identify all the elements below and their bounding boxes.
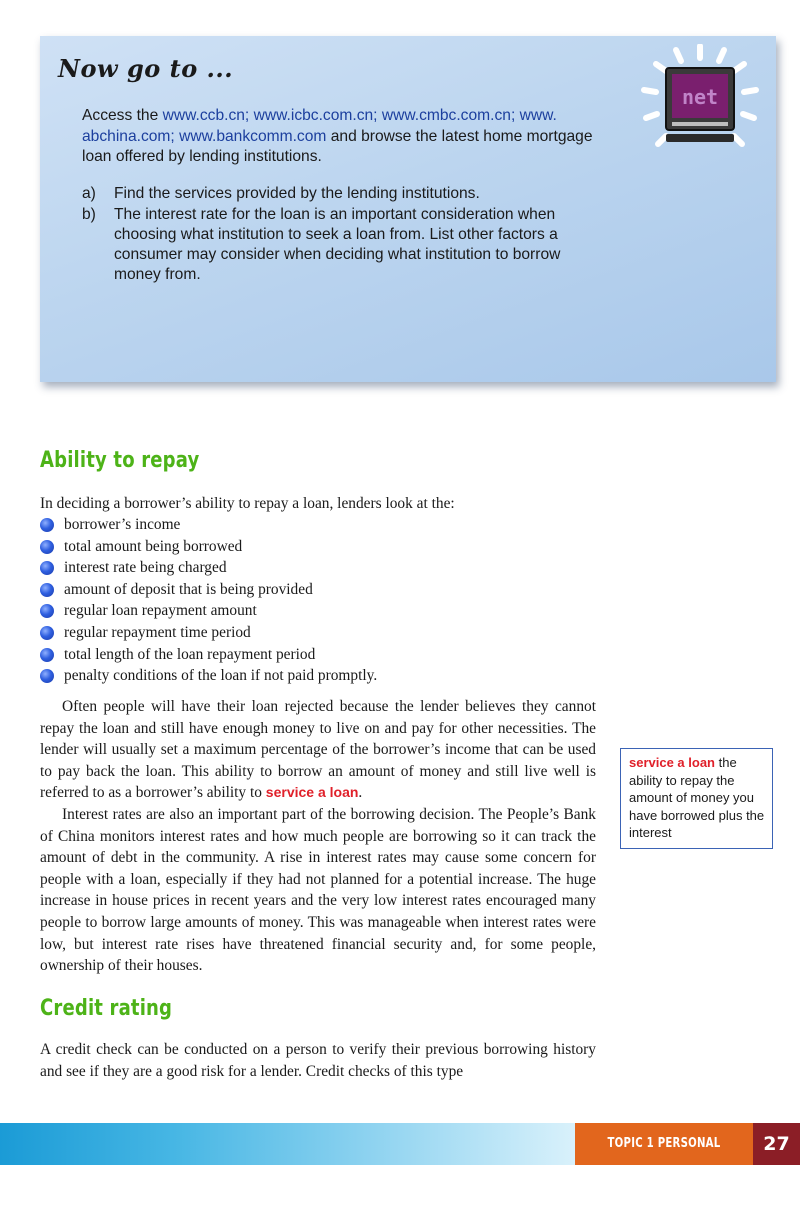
list-item: [40, 579, 377, 601]
key-term-service-a-loan: service a loan: [265, 784, 359, 801]
bullet-icon: [40, 561, 54, 575]
credit-paragraph: A credit check can be conducted on a person to verify their previous borrowing history and see if they are a good risk for a lender. Credit checks of this type: [40, 1041, 596, 1080]
list-item: [40, 622, 377, 644]
para1-end: .: [358, 784, 363, 802]
list-item-text: total length of the loan repayment period: [64, 645, 316, 663]
net-icon-label: net: [681, 85, 719, 109]
access-prefix: Access the: [82, 107, 163, 124]
definition-box: [620, 748, 773, 849]
task-a-text: Find the services provided by the lending institutions.: [114, 185, 480, 202]
bullet-icon: [40, 626, 54, 640]
bullet-icon: [40, 669, 54, 683]
list-item: [40, 644, 377, 666]
list-item-text: regular loan repayment amount: [64, 602, 257, 620]
para1-text: Often people will have their loan rejected because the lender believes they cannot repay the loan and still have enough money to live on and pay for other necessities. The lender will usually set a maximum percentage of the borrower’s income that can be used to pay back the loan. This ability to borrow an amount of money and still live well is referred to as a borrower’s ability to: [40, 698, 596, 802]
bullet-icon: [40, 518, 54, 532]
repay-paragraph-2: Interest rates are also an important part of the borrowing decision. The People’s Bank of China monitors interest rates and how much people are borrowing so it can track the amount of debt in the community. A rise in interest rates may cause some concern for people with a loan, especially if they had not planned for a potential increase. The huge increase in house prices in recent years and the very low interest rates encouraged many people to borrow large amounts of money. This was manageable when interest rates were low, but interest rate rises have threatened financial security and, for some people, ownership of their houses.: [40, 806, 596, 975]
page-number: 27: [753, 1123, 800, 1165]
list-item-text: penalty conditions of the loan if not paid promptly.: [64, 667, 378, 685]
footer-topic-text: TOPIC 1 PERSONAL FINANCE: [607, 1136, 721, 1193]
task-b-text: The interest rate for the loan is an important consideration when choosing what institution to seek a loan from. List other factors a consumer may consider when deciding what institution to borrow money from.: [114, 206, 561, 283]
bullet-icon: [40, 604, 54, 618]
heading-credit-rating: Credit rating: [40, 996, 173, 1021]
task-b-letter: b): [82, 206, 96, 223]
footer-gradient-bar: [0, 1123, 575, 1165]
bullet-icon: [40, 540, 54, 554]
links-line-1[interactable]: www.ccb.cn; www.icbc.com.cn; www.cmbc.com.cn; www.: [162, 107, 557, 124]
list-item-text: amount of deposit that is being provided: [64, 580, 313, 598]
access-suffix: and browse the latest home mortgage loan offered by lending institutions.: [82, 127, 593, 165]
list-item: [40, 557, 377, 579]
list-item: [40, 600, 377, 622]
list-item-text: total amount being borrowed: [64, 537, 243, 555]
footer-topic-label: [575, 1123, 753, 1193]
list-item: [40, 536, 377, 558]
list-item-text: regular repayment time period: [64, 623, 251, 641]
repay-factors-list: [40, 514, 377, 687]
definition-term: service a loan: [629, 755, 715, 770]
repay-intro: In deciding a borrower’s ability to repay a loan, lenders look at the:: [40, 495, 455, 512]
list-item-text: borrower’s income: [64, 516, 181, 533]
links-line-2[interactable]: abchina.com; www.bankcomm.com: [82, 127, 327, 145]
task-a-letter: a): [82, 185, 96, 202]
net-computer-icon: [640, 44, 760, 164]
now-go-to-title: Now go to ...: [58, 54, 234, 83]
bullet-icon: [40, 648, 54, 662]
list-item: [40, 665, 377, 687]
list-item-text: interest rate being charged: [64, 559, 227, 577]
access-instructions: [82, 106, 622, 168]
definition-text: the ability to repay the amount of money you have borrowed plus the interest: [629, 755, 765, 840]
bullet-icon: [40, 583, 54, 597]
heading-ability-to-repay: Ability to repay: [40, 448, 200, 473]
repay-paragraph-1: [40, 696, 596, 804]
list-item: [40, 514, 377, 536]
